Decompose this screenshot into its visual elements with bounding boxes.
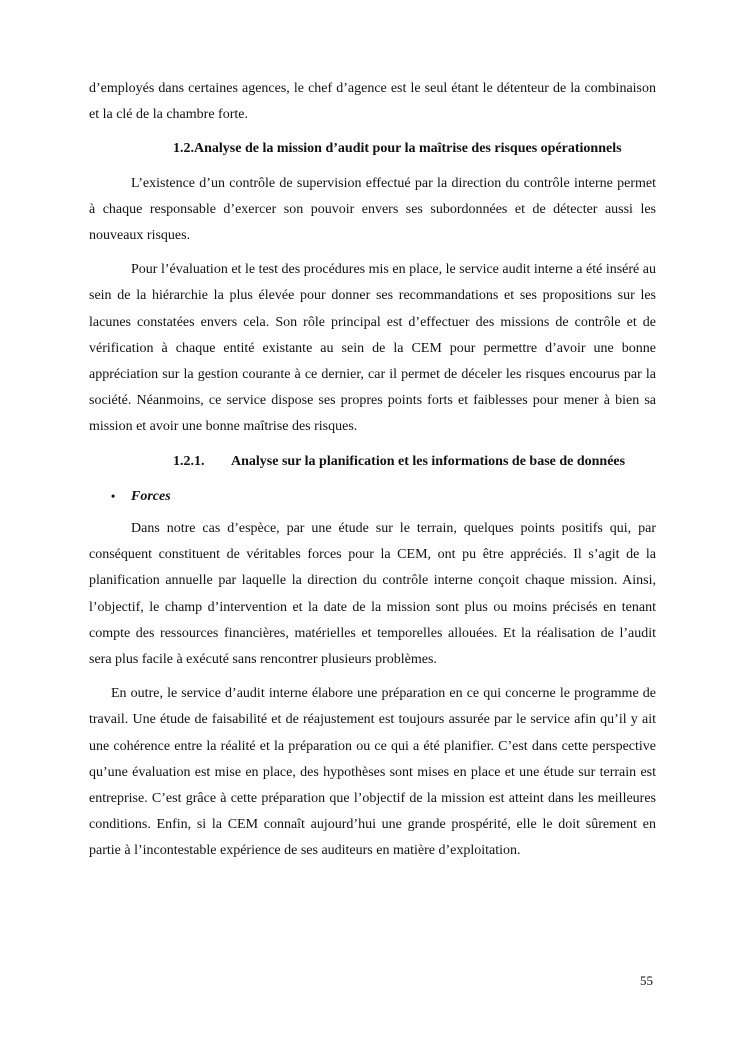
section-heading-1-2: 1.2.Analyse de la mission d’audit pour la maîtrise des risques opérationnels	[173, 141, 622, 157]
paragraph-supervision: L’existence d’un contrôle de supervision effectué par la direction du contrôle interne permet à chaque responsable d’exercer son pouvoir envers ses subordonnées et de détecter aussi les nouveaux risques.	[89, 175, 656, 244]
section-title: Analyse sur la planification et les informations de base de données	[231, 453, 626, 469]
document-page	[89, 76, 656, 865]
page-number: 55	[640, 973, 653, 988]
bullet-item-forces	[89, 483, 656, 510]
paragraph-evaluation: Pour l’évaluation et le test des procédures mis en place, le service audit interne a été inséré au sein de la hiérarchie la plus élevée pour donner ses recommandations et ses propositions sur les lacunes constatées envers cela. Son rôle principal est d’effectuer des missions de contrôle et de vérification à chaque entité existante au sein de la CEM pour permettre d’avoir une bonne appréciation sur la gestion courante à ce dernier, car il permet de déceler les risques encourus par la société. Néanmoins, ce service dispose ses propres points forts et faiblesses pour mener à bien sa mission et avoir une bonne maîtrise des risques.	[89, 262, 656, 435]
bullet-label: Forces	[131, 488, 171, 504]
section-heading-1-2-1	[89, 449, 656, 475]
paragraph-forces: Dans notre cas d’espèce, par une étude sur le terrain, quelques points positifs qui, par conséquent constituent de véritables forces pour la CEM, ont pu être appréciés. Il s’agit de la planification annuelle par laquelle la direction du contrôle interne conçoit chaque mission. Ainsi, l’objectif, le champ d’intervention et la date de la mission sont plus ou moins précisés en tenant compte des ressources financières, matérielles et temporelles allouées. Et la réalisation de l’audit sera plus facile à exécuté sans rencontrer plusieurs problèmes.	[89, 521, 656, 668]
bullet-icon: •	[111, 488, 116, 503]
section-number: 1.2.1.	[173, 453, 205, 469]
paragraph-en-outre: En outre, le service d’audit interne élabore une préparation en ce qui concerne le programme de travail. Une étude de faisabilité et de réajustement est toujours assurée par le service afin qu’il y ait une cohérence entre la réalité et la préparation ou ce qui a été planifier. C’est dans cette perspective qu’une évaluation est mise en place, des hypothèses sont mises en place et une étude sur terrain est entreprise. C’est grâce à cette préparation que l’objectif de la mission est atteint dans les meilleures conditions. Enfin, si la CEM connaît aujourd’hui une grande prospérité, elle le doit sûrement en partie à l’incontestable expérience de ses auditeurs en matière d’exploitation.	[89, 686, 656, 859]
paragraph-intro: d’employés dans certaines agences, le chef d’agence est le seul étant le détenteur de la combinaison et la clé de la chambre forte.	[89, 81, 656, 123]
